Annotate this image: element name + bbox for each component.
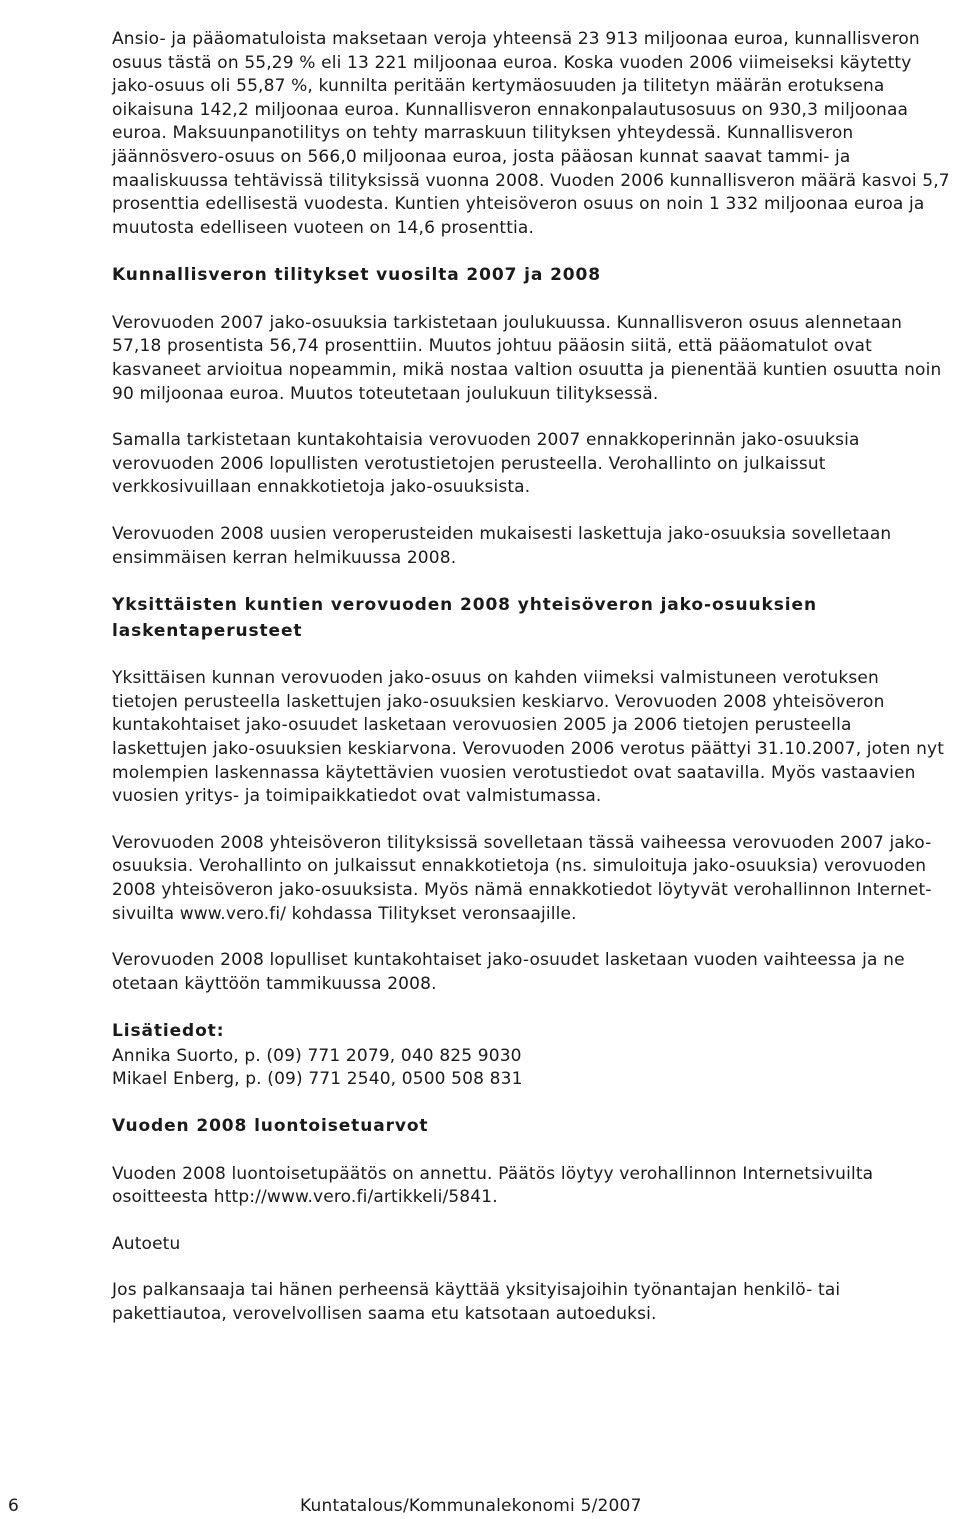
heading-benefits-in-kind: Vuoden 2008 luontoisetuarvot (112, 1116, 429, 1136)
paragraph-share-revision: Verovuoden 2007 jako-osuuksia tarkistetaan joulukuussa. Kunnallisveron osuus alennetaan 57,18 prosentista 56,74 prosenttiin. Muutos johtuu pääosin siitä, että pääomatulot ovat kasvaneet arvioitua nopeammin, mikä nostaa valtion osuutta ja pienentää kuntien osuutta noin 90 miljoonaa euroa. Muutos toteutetaan joulukuun tilityksessä. (112, 312, 942, 404)
paragraph-benefits-decision: Vuoden 2008 luontoisetupäätös on annettu. Päätös löytyy verohallinnon Internetsivuilta osoitteesta http://www.vero.fi/artikkeli/5841. (112, 1163, 874, 1208)
paragraph-tax-revenue: Ansio- ja pääomatuloista maksetaan veroja yhteensä 23 913 miljoonaa euroa, kunnallisveron osuus tästä on 55,29 % eli 13 221 miljoonaa euroa. Koska vuoden 2006 viimeiseksi käytetty jako-osuus oli 55,87 %, kunnilta peritään kertymäosuuden ja tilitetyn määrän erotuksena oikaisuna 142,2 miljoonaa euroa. Kunnallisveron ennakonpalautusosuus on 930,3 miljoonaa euroa. Maksuunpanotilitys on tehty marraskuun tilityksen yhteydessä. Kunnallisveron jäännösvero-osuus on 566,0 miljoonaa euroa, josta pääosan kunnat saavat tammi- ja maaliskuussa tehtävissä tilityksissä vuonna 2008. Vuoden 2006 kunnallisveron määrä kasvoi 5,7 prosenttia edellisestä vuodesta. Kuntien yhteisöveron osuus on noin 1 332 miljoonaa euroa ja muutosta edelliseen vuoteen on 14,6 prosenttia. (112, 29, 950, 238)
paragraph-car-benefit: Jos palkansaaja tai hänen perheensä käyttää yksityisajoihin työnantajan henkilö- tai pakettiautoa, verovelvollisen saama etu katsotaan autoeduksi. (112, 1280, 841, 1324)
paragraph-municipal-shares: Samalla tarkistetaan kuntakohtaisia verovuoden 2007 ennakkoperinnän jako-osuuksia verovuoden 2006 lopullisten verotustietojen perusteella. Verohallinto on julkaissut verkkosivuillaan ennakkotietoja jako-osuuksista. (112, 430, 860, 498)
paragraph-corporate-tax-remittances: Verovuoden 2008 yhteisöveron tilityksissä sovelletaan tässä vaiheessa verovuoden 2007 jako-osuuksia. Verohallinto on julkaissut ennakkotietoja (ns. simuloituja jako-osuuksia) verovuoden 2008 yhteisöveron jako-osuuksista. Myös nämä ennakkotiedot löytyvät verohallinnon Internet-sivuilta www.vero.fi/ kohdassa Tilitykset veronsaajille. (112, 832, 932, 924)
article-body (112, 28, 950, 1326)
contact-line: Mikael Enberg, p. (09) 771 2540, 0500 508 831 (112, 1069, 523, 1090)
paragraph-share-calculation: Yksittäisen kunnan verovuoden jako-osuus on kahden viimeksi valmistuneen verotuksen tietojen perusteella laskettujen jako-osuuksien keskiarvo. Verovuoden 2008 yhteisöveron kuntakohtaiset jako-osuudet lasketaan verovuosien 2005 ja 2006 tietojen perusteella laskettujen jako-osuuksien keskiarvona. Verovuoden 2006 verotus päättyi 31.10.2007, joten nyt molempien laskennassa käytettävien vuosien verotustiedot ovat saatavilla. Myös vastaavien vuosien yritys- ja toimipaikkatiedot ovat valmistumassa. (112, 668, 945, 807)
heading-corporate-tax-basis: Yksittäisten kuntien verovuoden 2008 yhteisöveron jako-osuuksien laskentaperusteet (112, 595, 817, 641)
publication-title: Kuntatalous/Kommunalekonomi 5/2007 (300, 1496, 642, 1516)
contact-line: Annika Suorto, p. (09) 771 2079, 040 825 9030 (112, 1045, 522, 1066)
heading-municipal-tax-remittances: Kunnallisveron tilitykset vuosilta 2007 ja 2008 (112, 265, 601, 286)
paragraph-2008-shares: Verovuoden 2008 uusien veroperusteiden mukaisesti laskettuja jako-osuuksia sovelletaan ensimmäisen kerran helmikuussa 2008. (112, 524, 892, 568)
page-number: 6 (8, 1496, 19, 1516)
heading-more-info: Lisätiedot: (112, 1021, 225, 1042)
subheading-car-benefit: Autoetu (112, 1233, 181, 1254)
paragraph-final-shares: Verovuoden 2008 lopulliset kuntakohtaiset jako-osuudet lasketaan vuoden vaihteessa ja ne otetaan käyttöön tammikuussa 2008. (112, 950, 905, 994)
